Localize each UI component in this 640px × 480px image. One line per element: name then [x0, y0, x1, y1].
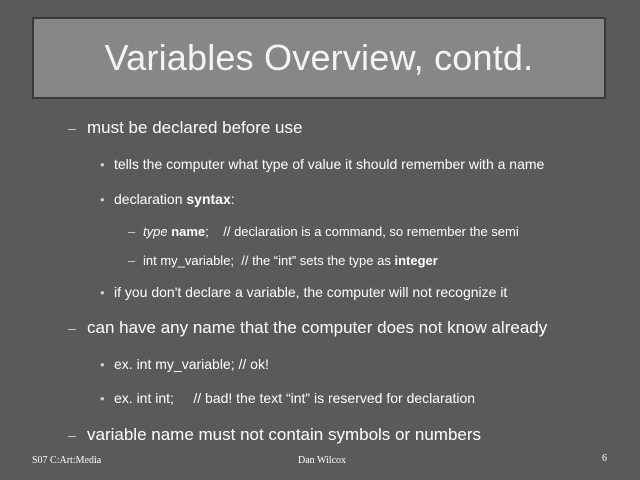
bullet-dot-marker: • [100, 157, 105, 172]
bullet-dot-marker: • [100, 357, 105, 372]
int-comment: int my_variable; // the “int” sets the type as [143, 253, 395, 268]
bullet-level2-ok-example: ex. int my_variable; // ok! [114, 356, 269, 372]
bullet-dash-marker: – [68, 120, 76, 136]
bullet-level2-tells: tells the computer what type of value it should remember with a name [114, 156, 545, 172]
bullet-dot-marker: • [100, 391, 105, 406]
type-italic: type [143, 224, 168, 239]
bullet-level3-int-example [143, 253, 438, 268]
bullet-level1-any-name: can have any name that the computer does not know already [87, 318, 548, 337]
syntax-bold: syntax [186, 191, 231, 207]
bullet-dot-marker: • [100, 192, 105, 207]
bullet-level2-bad-example: ex. int int; // bad! the text “int” is reserved for declaration [114, 390, 476, 406]
integer-bold: integer [394, 253, 438, 268]
page-number: 6 [602, 453, 607, 464]
footer-author: Dan Wilcox [298, 455, 347, 466]
syntax-colon: : [230, 191, 235, 207]
footer-course: S07 C:Art:Media [32, 455, 102, 466]
bullet-level3-type-name [143, 224, 519, 239]
bullet-dash-marker: – [128, 253, 136, 268]
bullet-level1-no-symbols: variable name must not contain symbols or numbers [87, 425, 482, 444]
name-bold: name [171, 224, 206, 239]
syntax-prefix: declaration [114, 191, 187, 207]
bullet-dot-marker: • [100, 285, 105, 300]
bullet-level2-syntax [114, 191, 235, 207]
title-box [32, 17, 606, 99]
slide-title: Variables Overview, contd. [104, 37, 534, 78]
bullet-dash-marker: – [128, 224, 136, 239]
bullet-dash-marker: – [68, 427, 76, 443]
semi-comment: ; // declaration is a command, so remember the semi [205, 224, 519, 239]
bullet-level1-declared: must be declared before use [87, 118, 303, 137]
bullet-level2-not-recognize: if you don't declare a variable, the computer will not recognize it [114, 284, 508, 300]
bullet-dash-marker: – [68, 320, 76, 336]
